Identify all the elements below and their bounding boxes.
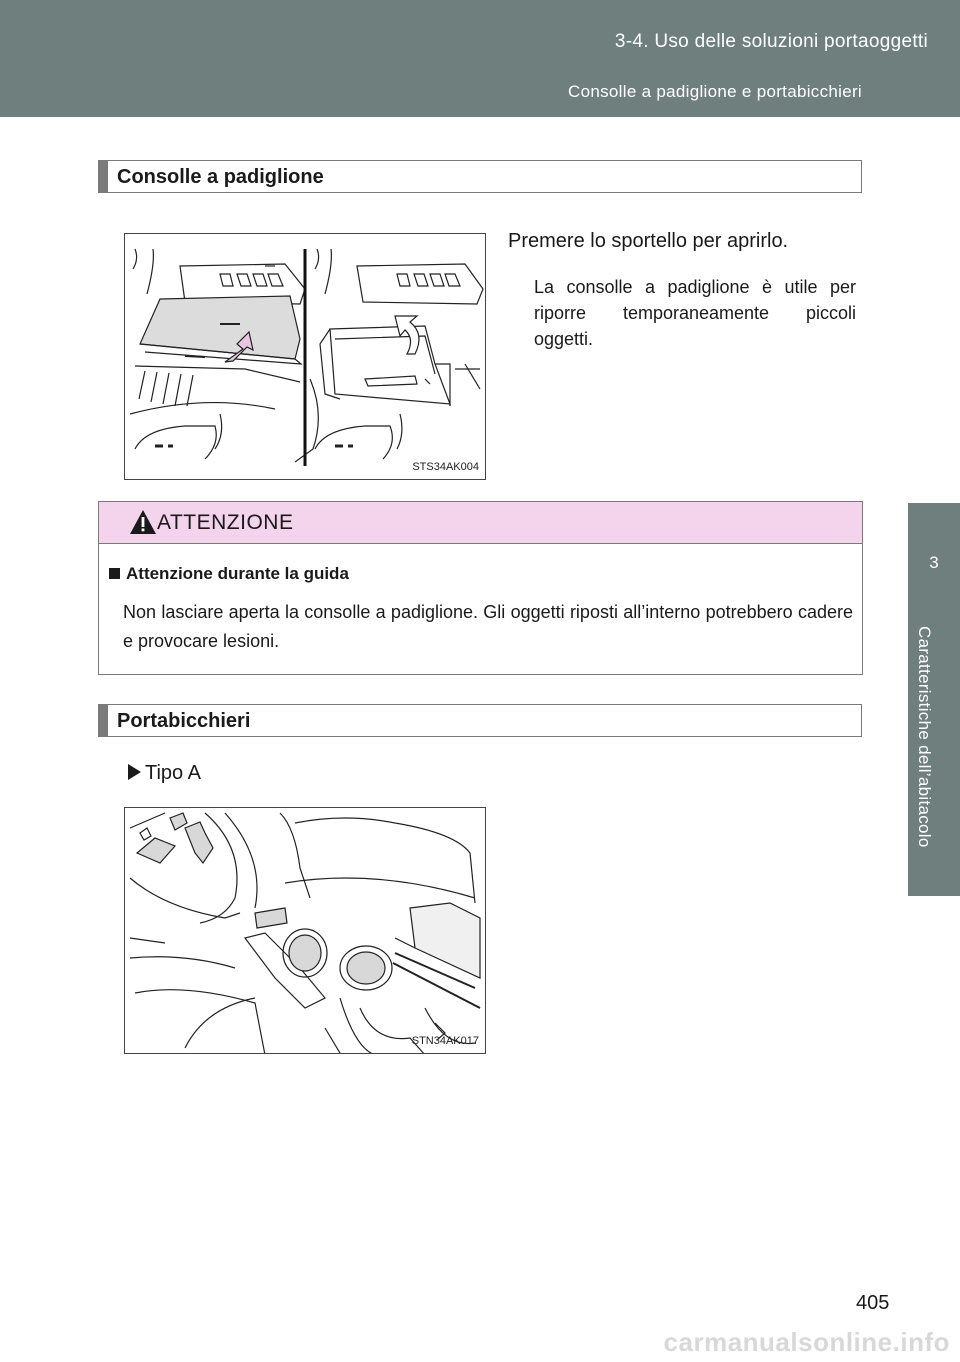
warning-text: Non lasciare aperta la consolle a padiglione. Gli oggetti riposti all’interno potrebbero cadere e provocare lesioni. xyxy=(123,602,853,651)
instruction-text: Premere lo sportello per aprirlo. xyxy=(508,230,789,252)
warning-subheading-text: Attenzione durante la guida xyxy=(126,564,349,583)
cupholder-figure xyxy=(124,807,486,1054)
warning-box xyxy=(98,501,863,675)
triangle-bullet-icon xyxy=(128,764,141,780)
header-section-title: Consolle a padiglione e portabicchieri xyxy=(568,82,862,101)
side-tab-chapter-label: Caratteristiche dell’abitacolo xyxy=(915,626,934,848)
section-heading-text: Portabicchieri xyxy=(117,710,251,732)
instruction-note: La consolle a padiglione è utile per riporre temporaneamente piccoli oggetti. xyxy=(534,277,856,349)
section-heading-overhead-console xyxy=(98,160,862,193)
overhead-console-figure xyxy=(124,233,486,480)
warning-title: ATTENZIONE xyxy=(157,511,294,534)
watermark: carmanualsonline.info xyxy=(663,1327,950,1357)
figure-code: STS34AK004 xyxy=(412,461,479,473)
warning-subheading xyxy=(109,564,349,584)
section-heading-text: Consolle a padiglione xyxy=(117,166,324,188)
square-bullet-icon xyxy=(109,568,120,579)
figure-code: STN34AK017 xyxy=(411,1035,479,1047)
section-heading-cupholders xyxy=(98,704,862,737)
cupholder-illustration xyxy=(125,808,486,1054)
warning-header xyxy=(99,502,862,544)
header-chapter-title: 3-4. Uso delle soluzioni portaoggetti xyxy=(614,31,928,52)
type-label-text: Tipo A xyxy=(145,762,201,784)
overhead-console-illustration xyxy=(125,234,486,480)
warning-triangle-icon xyxy=(129,509,157,535)
type-label xyxy=(128,762,201,785)
page-number: 405 xyxy=(856,1292,890,1314)
side-tab-number: 3 xyxy=(908,503,960,616)
